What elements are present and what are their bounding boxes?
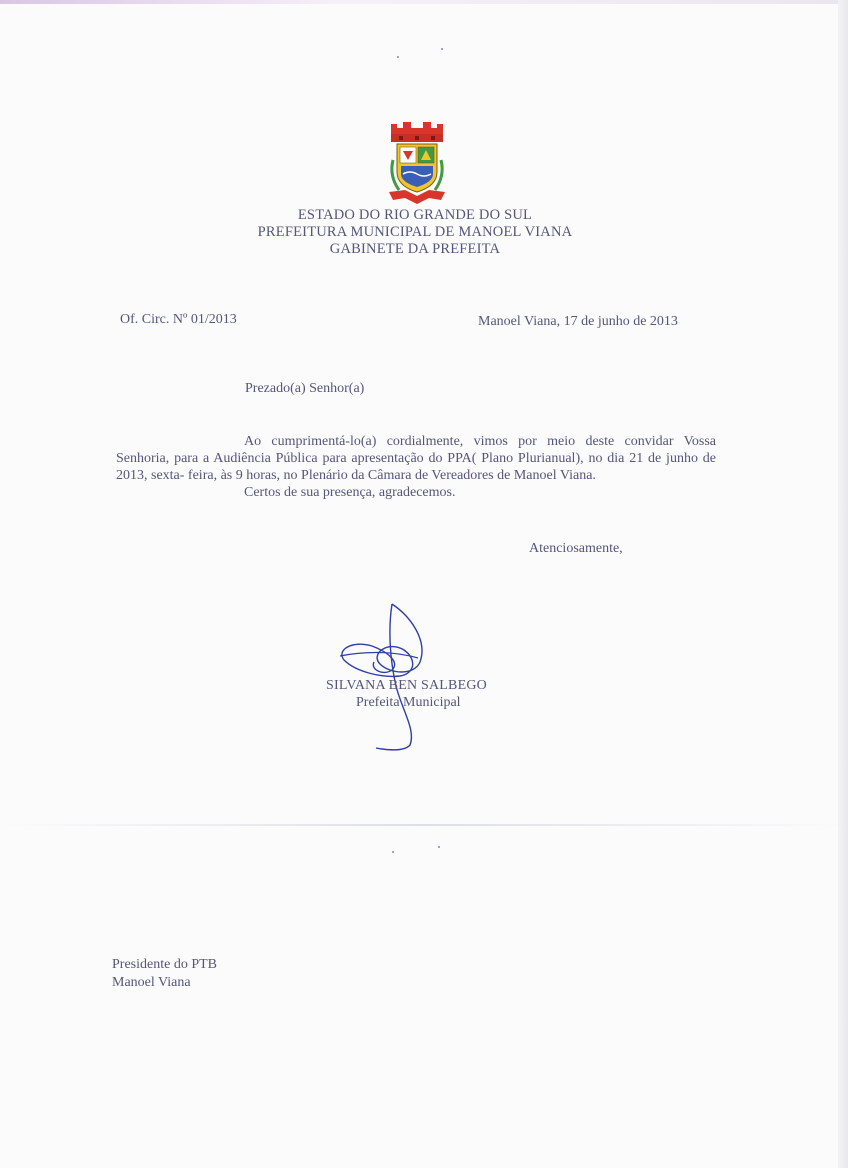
closing-line: Certos de sua presença, agradecemos. [244,485,456,500]
body-paragraph: Ao cumprimentá-lo(a) cordialmente, vimos por meio deste convidar Vossa Senhoria, para a Audiência Pública para apresentação do PPA( Plano Plurianual), no dia 21 de junho de 2013, sexta- feira, às 9 horas, no Plenário da Câmara de Vereadores de Manoel Viana. [116,434,716,483]
scan-speck [397,56,399,58]
addressee-block [112,956,217,992]
signatory-name: SILVANA BEN SALBEGO [326,678,487,693]
scan-speck [392,851,394,853]
municipal-coat-of-arms [385,120,449,208]
letterhead-state: ESTADO DO RIO GRANDE DO SUL [297,207,533,223]
scan-speck [441,48,443,50]
fold-line [0,824,848,826]
scan-edge-top [0,0,848,4]
addressee-location: Manoel Viana [112,975,191,990]
salutation: Prezado(a) Senhor(a) [245,381,365,396]
letter-body [116,433,716,501]
letterhead-office: GABINETE DA PREFEITA [329,241,501,257]
place-and-date: Manoel Viana, 17 de junho de 2013 [478,314,678,329]
scan-speck [438,846,440,848]
signatory-role: Prefeita Municipal [356,695,461,710]
addressee-title: Presidente do PTB [112,957,217,972]
document-reference: Of. Circ. Nº 01/2013 [120,312,237,327]
letterhead [230,207,600,258]
scan-edge-right [838,0,848,1168]
regards: Atenciosamente, [529,541,623,556]
letterhead-municipality: PREFEITURA MUNICIPAL DE MANOEL VIANA [257,224,573,240]
